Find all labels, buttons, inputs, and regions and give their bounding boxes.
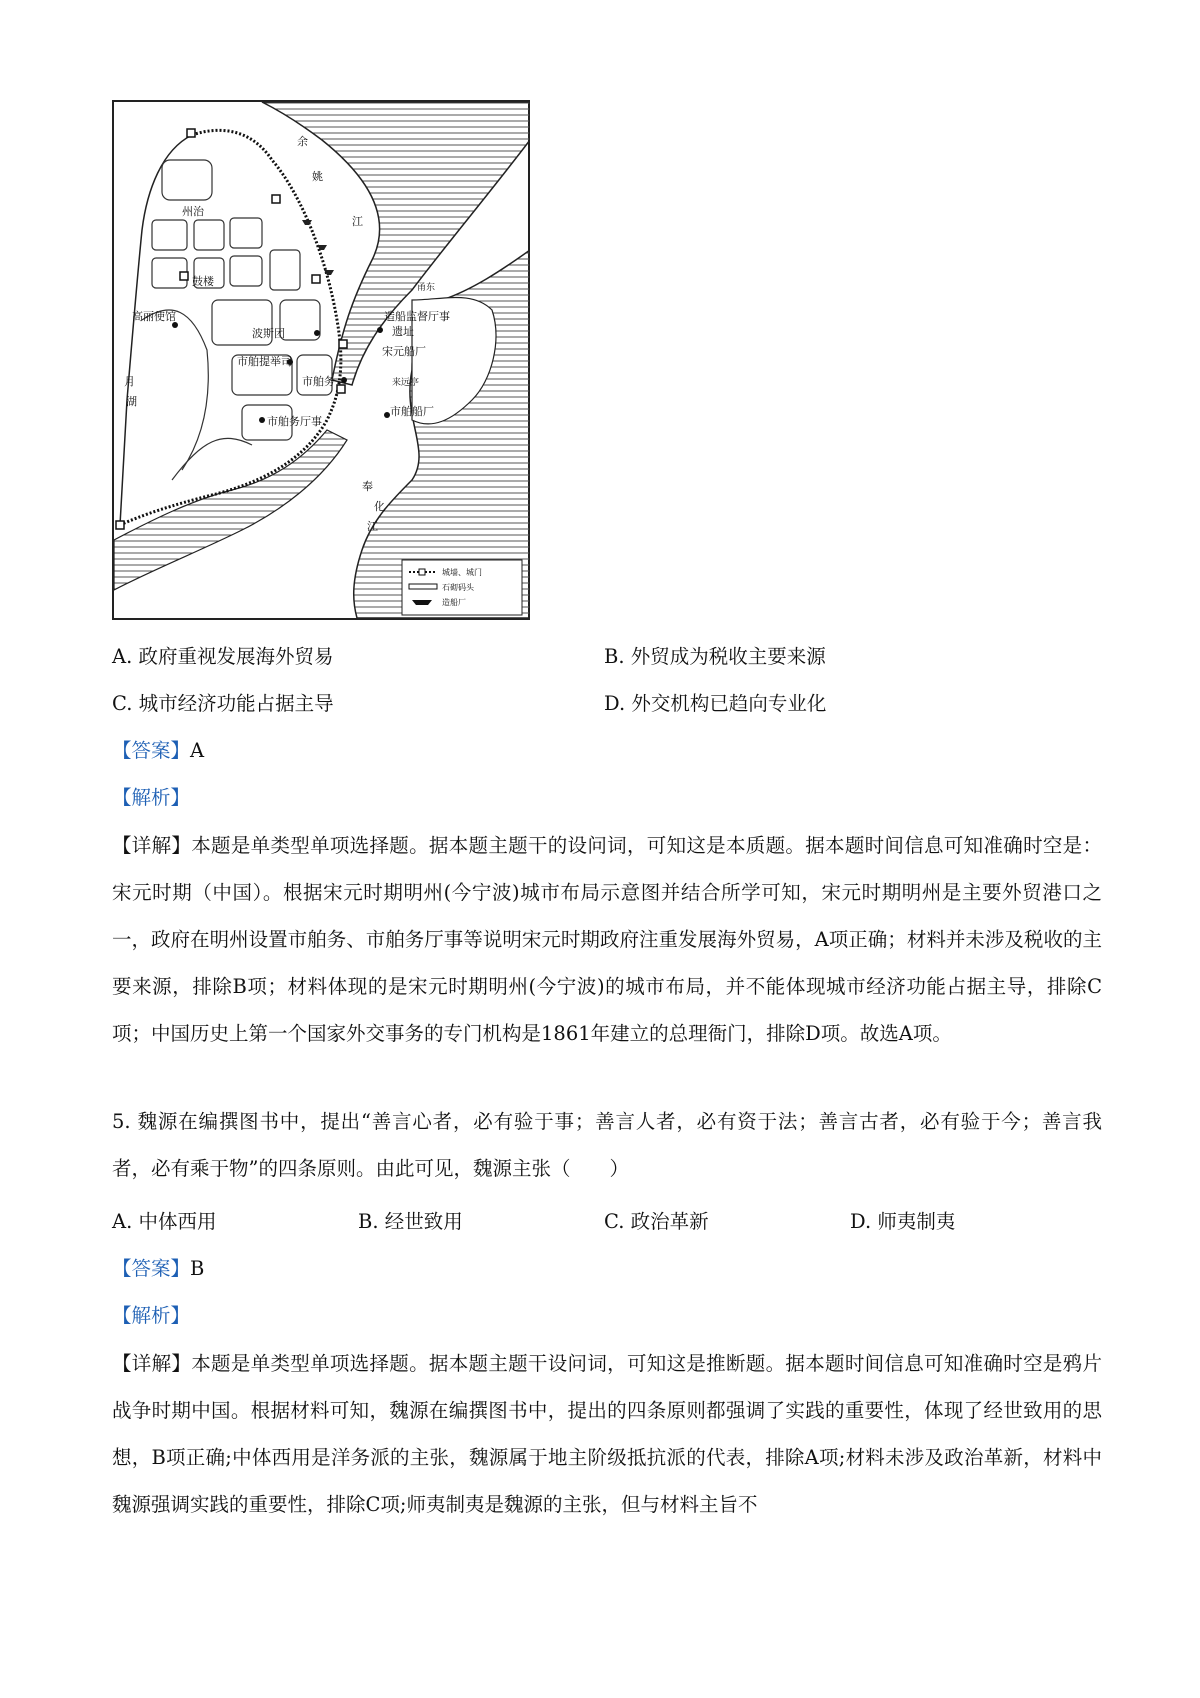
- q5-option-c[interactable]: C. 政治革新: [604, 1210, 709, 1233]
- q4-detail: [112, 822, 1102, 1057]
- map-label-jiang2: 江: [367, 520, 378, 533]
- q4-detail-text: 本题是单类型单项选择题。据本题主题干的设问词，可知这是本质题。据本题时间信息可知准确时空是：宋元时期（中国）。根据宋元时期明州(今宁波)城市布局示意图并结合所学可知，宋元时期明州是主要外贸港口之一，政府在明州设置市舶务、市舶务厅事等说明宋元时期政府注重发展海外贸易，A项正确；材料并未涉及税收的主要来源，排除B项；材料体现的是宋元时期明州(今宁波)的城市布局，并不能体现城市经济功能占据主导，排除C项；中国历史上第一个国家外交事务的专门机构是1861年建立的总理衙门，排除D项。故选A项。: [112, 834, 1102, 1045]
- map-label-lailian: 来远亭: [392, 378, 420, 388]
- q4-analysis-tag: 【解析】: [112, 786, 191, 809]
- q4-option-c[interactable]: C. 城市经济功能占据主导: [112, 692, 334, 715]
- legend-wall: 城墙、城门: [442, 568, 482, 577]
- map-label-hu: 湖: [126, 395, 137, 408]
- map-label-zcc: 造船监督厅事: [384, 310, 450, 323]
- q5-answer-line: [112, 1254, 204, 1284]
- map-label-sbwts: 市舶务厅事: [267, 415, 322, 428]
- q4-answer-tag: 【答案】: [112, 739, 191, 762]
- q4-answer-line: [112, 736, 204, 766]
- q5-analysis-tag: 【解析】: [112, 1304, 191, 1327]
- q5-stem: 5. 魏源在编撰图书中，提出“善言心者，必有验于事；善言人者，必有资于法；善言古者，必有验于今；善言我者，必有乘于物”的四条原则。由此可见，魏源主张（ ）: [112, 1110, 1102, 1180]
- map-label-yu: 余: [297, 135, 308, 148]
- q5-option-d[interactable]: D. 师夷制夷: [850, 1210, 956, 1233]
- map-label-jiang: 江: [352, 215, 363, 228]
- map-label-gulou: 鼓楼: [192, 275, 214, 288]
- map-label-feng: 奉: [362, 480, 373, 493]
- map-label-sbc: 市舶船厂: [390, 405, 434, 418]
- map-label-zhouzhi: 州治: [182, 205, 204, 218]
- map-label-jiangdong: 甬东: [417, 283, 436, 293]
- legend-wharf: 石砌码头: [442, 583, 474, 592]
- q4-detail-tag: 【详解】: [112, 834, 192, 857]
- map-label-yao: 姚: [312, 170, 323, 183]
- q5-detail-text: 本题是单类型单项选择题。据本题主题干设问词，可知这是推断题。据本题时间信息可知准确时空是鸦片战争时期中国。根据材料可知，魏源在编撰图书中，提出的四条原则都强调了实践的重要性，体现了经世致用的思想，B项正确;中体西用是洋务派的主张，魏源属于地主阶级抵抗派的代表，排除A项;材料未涉及政治革新，材料中魏源强调实践的重要性，排除C项;师夷制夷是魏源的主张，但与材料主旨不: [112, 1352, 1102, 1516]
- map-label-hua: 化: [374, 500, 385, 513]
- q4-answer: A: [190, 739, 205, 762]
- map-label-sbtj: 市舶提举司: [237, 355, 292, 368]
- q4-option-a[interactable]: A. 政府重视发展海外贸易: [112, 645, 334, 668]
- legend-shipyard: 造船厂: [442, 598, 466, 607]
- map-label-ychc: 宋元船厂: [382, 345, 426, 358]
- q4-option-d[interactable]: D. 外交机构已趋向专业化: [604, 692, 827, 715]
- map-label-sbw: 市舶务: [302, 375, 335, 388]
- q5-option-a[interactable]: A. 中体西用: [112, 1210, 217, 1233]
- q5-answer-tag: 【答案】: [112, 1257, 191, 1280]
- q5-detail: [112, 1340, 1102, 1528]
- q5-option-b[interactable]: B. 经世致用: [358, 1210, 463, 1233]
- mingzhou-city-map: [112, 100, 530, 620]
- q5-answer: B: [190, 1257, 205, 1280]
- q5-detail-tag: 【详解】: [112, 1352, 192, 1375]
- map-legend: [402, 560, 522, 615]
- q4-option-b[interactable]: B. 外贸成为税收主要来源: [604, 645, 826, 668]
- map-label-yue: 月: [124, 375, 135, 388]
- map-label-gaoli: 高丽使馆: [132, 310, 176, 323]
- map-label-zcc2: 遗址: [392, 325, 414, 338]
- map-label-bosi: 波斯团: [252, 327, 285, 340]
